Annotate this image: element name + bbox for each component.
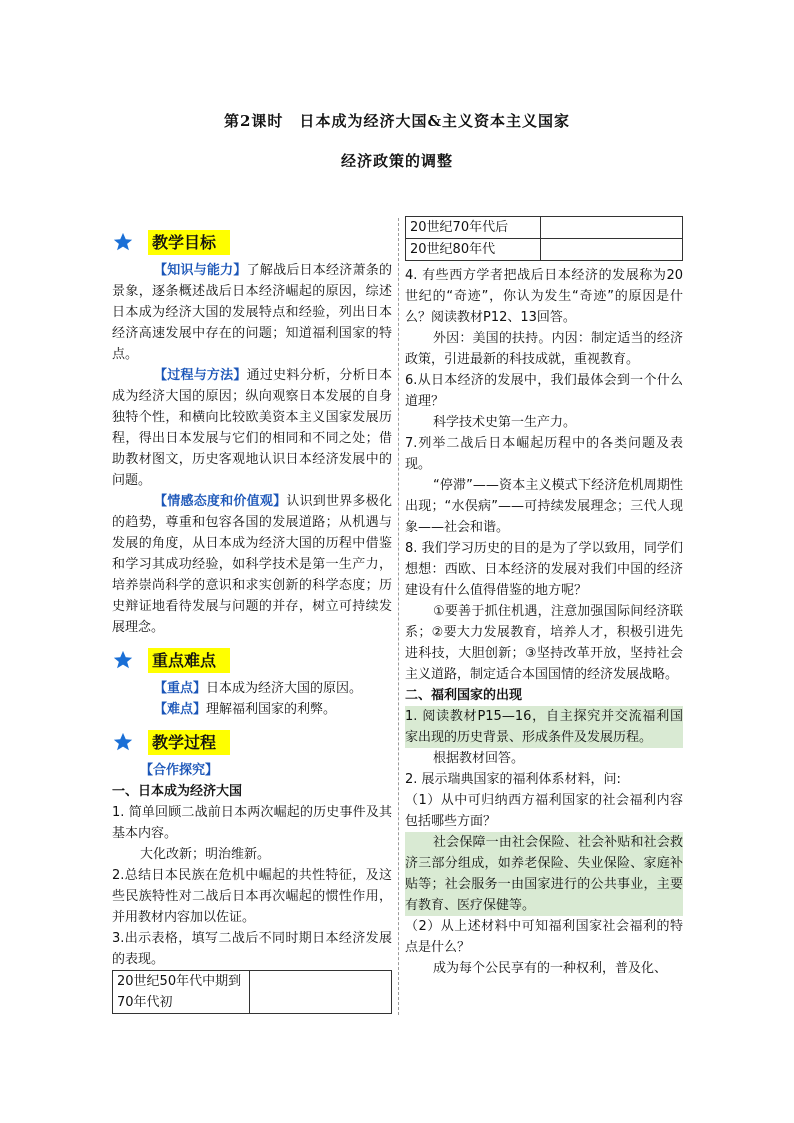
question-6: 6.从日本经济的发展中，我们最体会到一个什么道理？ xyxy=(405,373,683,409)
question-8: 8. 我们学习历史的目的是为了学以致用，同学们想想：西欧、日本经济的发展对我们中国的经济建设有什么值得借鉴的地方呢？ xyxy=(405,541,683,598)
emotion-text: 认识到世界多极化的趋势，尊重和包容各国的发展道路；从机遇与发展的角度，从日本成为经济大国的历程中借鉴和学习其成功经验，如科学技术是第一生产力，培养崇尚科学的意识和求实创新的科学态度；历史辩证地看待发展与问题的并存，树立可持续发展理念。 xyxy=(112,494,392,635)
reading-answer-1: 根据教材回答。 xyxy=(433,751,525,766)
knowledge-tag: 【知识与能力】 xyxy=(154,263,247,278)
table-cell-empty xyxy=(250,971,392,1014)
economy-table-right xyxy=(405,216,683,261)
question-2: 2.总结日本民族在危机中崛起的共性特征，及这些民族特性对二战后日本再次崛起的惯性作用，并用教材内容加以佐证。 xyxy=(112,868,392,925)
process-text: 通过史料分析，分析日本成为经济大国的原因；纵向观察日本发展的自身独特个性，和横向比较欧美资本主义国家发展历程，得出日本发展与它们的相同和不同之处；借助教材图文，历史客观地认识日本经济发展中的问题。 xyxy=(112,368,392,488)
section-header-process xyxy=(112,728,392,756)
answer-1: 大化改新；明治维新。 xyxy=(140,847,271,862)
question-4: 4. 有些西方学者把战后日本经济的发展称为20世纪的“奇迹”，你认为发生“奇迹”的原因是什么？阅读教材P12、13回答。 xyxy=(405,268,683,325)
economy-table-left xyxy=(112,970,392,1014)
star-icon xyxy=(112,731,134,753)
table-cell-period: 20世纪50年代中期到70年代初 xyxy=(113,971,250,1014)
question-1: 1. 简单回顾二战前日本两次崛起的历史事件及其基本内容。 xyxy=(112,805,392,841)
table-cell-empty xyxy=(541,239,683,261)
table-cell-empty xyxy=(541,217,683,239)
left-column xyxy=(112,226,392,1014)
key-tag: 【重点】 xyxy=(154,681,207,696)
cooperative-inquiry-label: 【合作探究】 xyxy=(140,763,219,778)
key-text: 日本成为经济大国的原因。 xyxy=(206,681,363,696)
process-tag: 【过程与方法】 xyxy=(154,368,247,383)
answer-8: ①要善于抓住机遇，注意加强国际间经济联系；②要大力发展教育，培养人才，积极引进先进科技，大胆创新；③坚持改革开放，坚持社会主义道路，制定适合本国国情的经济发展战略。 xyxy=(405,604,683,682)
difficulty-text: 理解福利国家的利弊。 xyxy=(206,702,337,717)
right-column xyxy=(405,216,683,979)
question-7: 7.列举二战后日本崛起历程中的各类问题及表现。 xyxy=(405,436,683,472)
table-cell-period: 20世纪80年代 xyxy=(406,239,541,261)
task-2-question-2: （2）从上述材料中可知福利国家社会福利的特点是什么？ xyxy=(405,919,683,955)
star-icon xyxy=(112,649,134,671)
knowledge-text: 了解战后日本经济萧条的景象，逐条概述战后日本经济崛起的原因，综述日本成为经济大国的发展特点和经验，列出日本经济高速发展中存在的问题；知道福利国家的特点。 xyxy=(112,263,392,362)
table-row xyxy=(406,217,683,239)
table-row xyxy=(113,971,392,1014)
section-title: 教学过程 xyxy=(148,730,230,755)
task-2-answer-1: 社会保障一由社会保险、社会补贴和社会救济三部分组成，如养老保险、失业保险、家庭补贴等；社会服务一由国家进行的公共事业，主要有教育、医疗保健等。 xyxy=(405,832,683,916)
heading-part-one: 一、日本成为经济大国 xyxy=(112,784,243,799)
table-cell-period: 20世纪70年代后 xyxy=(406,217,541,239)
section-title: 教学目标 xyxy=(148,230,230,255)
emotion-tag: 【情感态度和价值观】 xyxy=(154,494,287,509)
section-header-goals xyxy=(112,228,392,256)
document-title-line1: 第2课时 日本成为经济大国&主义资本主义国家 xyxy=(224,112,570,130)
answer-4: 外因：美国的扶持。内因：制定适当的经济政策，引进最新的科技成就，重视教育。 xyxy=(405,331,683,367)
task-2-answer-2: 成为每个公民享有的一种权利，普及化、 xyxy=(433,961,668,976)
document-title-line2: 经济政策的调整 xyxy=(340,152,453,170)
emotion-paragraph xyxy=(112,491,392,638)
section-header-key xyxy=(112,646,392,674)
knowledge-paragraph xyxy=(112,260,392,365)
process-paragraph xyxy=(112,365,392,491)
difficulty-line xyxy=(112,699,392,720)
difficulty-tag: 【难点】 xyxy=(154,702,207,717)
column-divider xyxy=(398,218,399,1015)
task-2: 2. 展示瑞典国家的福利体系材料，问: xyxy=(405,772,621,787)
section-title: 重点难点 xyxy=(148,648,230,673)
answer-6: 科学技术史第一生产力。 xyxy=(433,415,577,430)
task-2-question-1: （1）从中可归纳西方福利国家的社会福利内容包括哪些方面？ xyxy=(405,793,683,829)
key-line xyxy=(112,678,392,699)
star-icon xyxy=(112,231,134,253)
answer-7: “停滞”——资本主义模式下经济危机周期性出现；“水俣病”——可持续发展理念；三代人现象——社会和谐。 xyxy=(405,478,683,535)
reading-task-1: 1. 阅读教材P15—16，自主探究并交流福利国家出现的历史背景、形成条件及发展历程。 xyxy=(405,706,683,748)
heading-part-two: 二、福利国家的出现 xyxy=(405,688,523,703)
table-row xyxy=(406,239,683,261)
question-3: 3.出示表格，填写二战后不同时期日本经济发展的表现。 xyxy=(112,931,392,967)
